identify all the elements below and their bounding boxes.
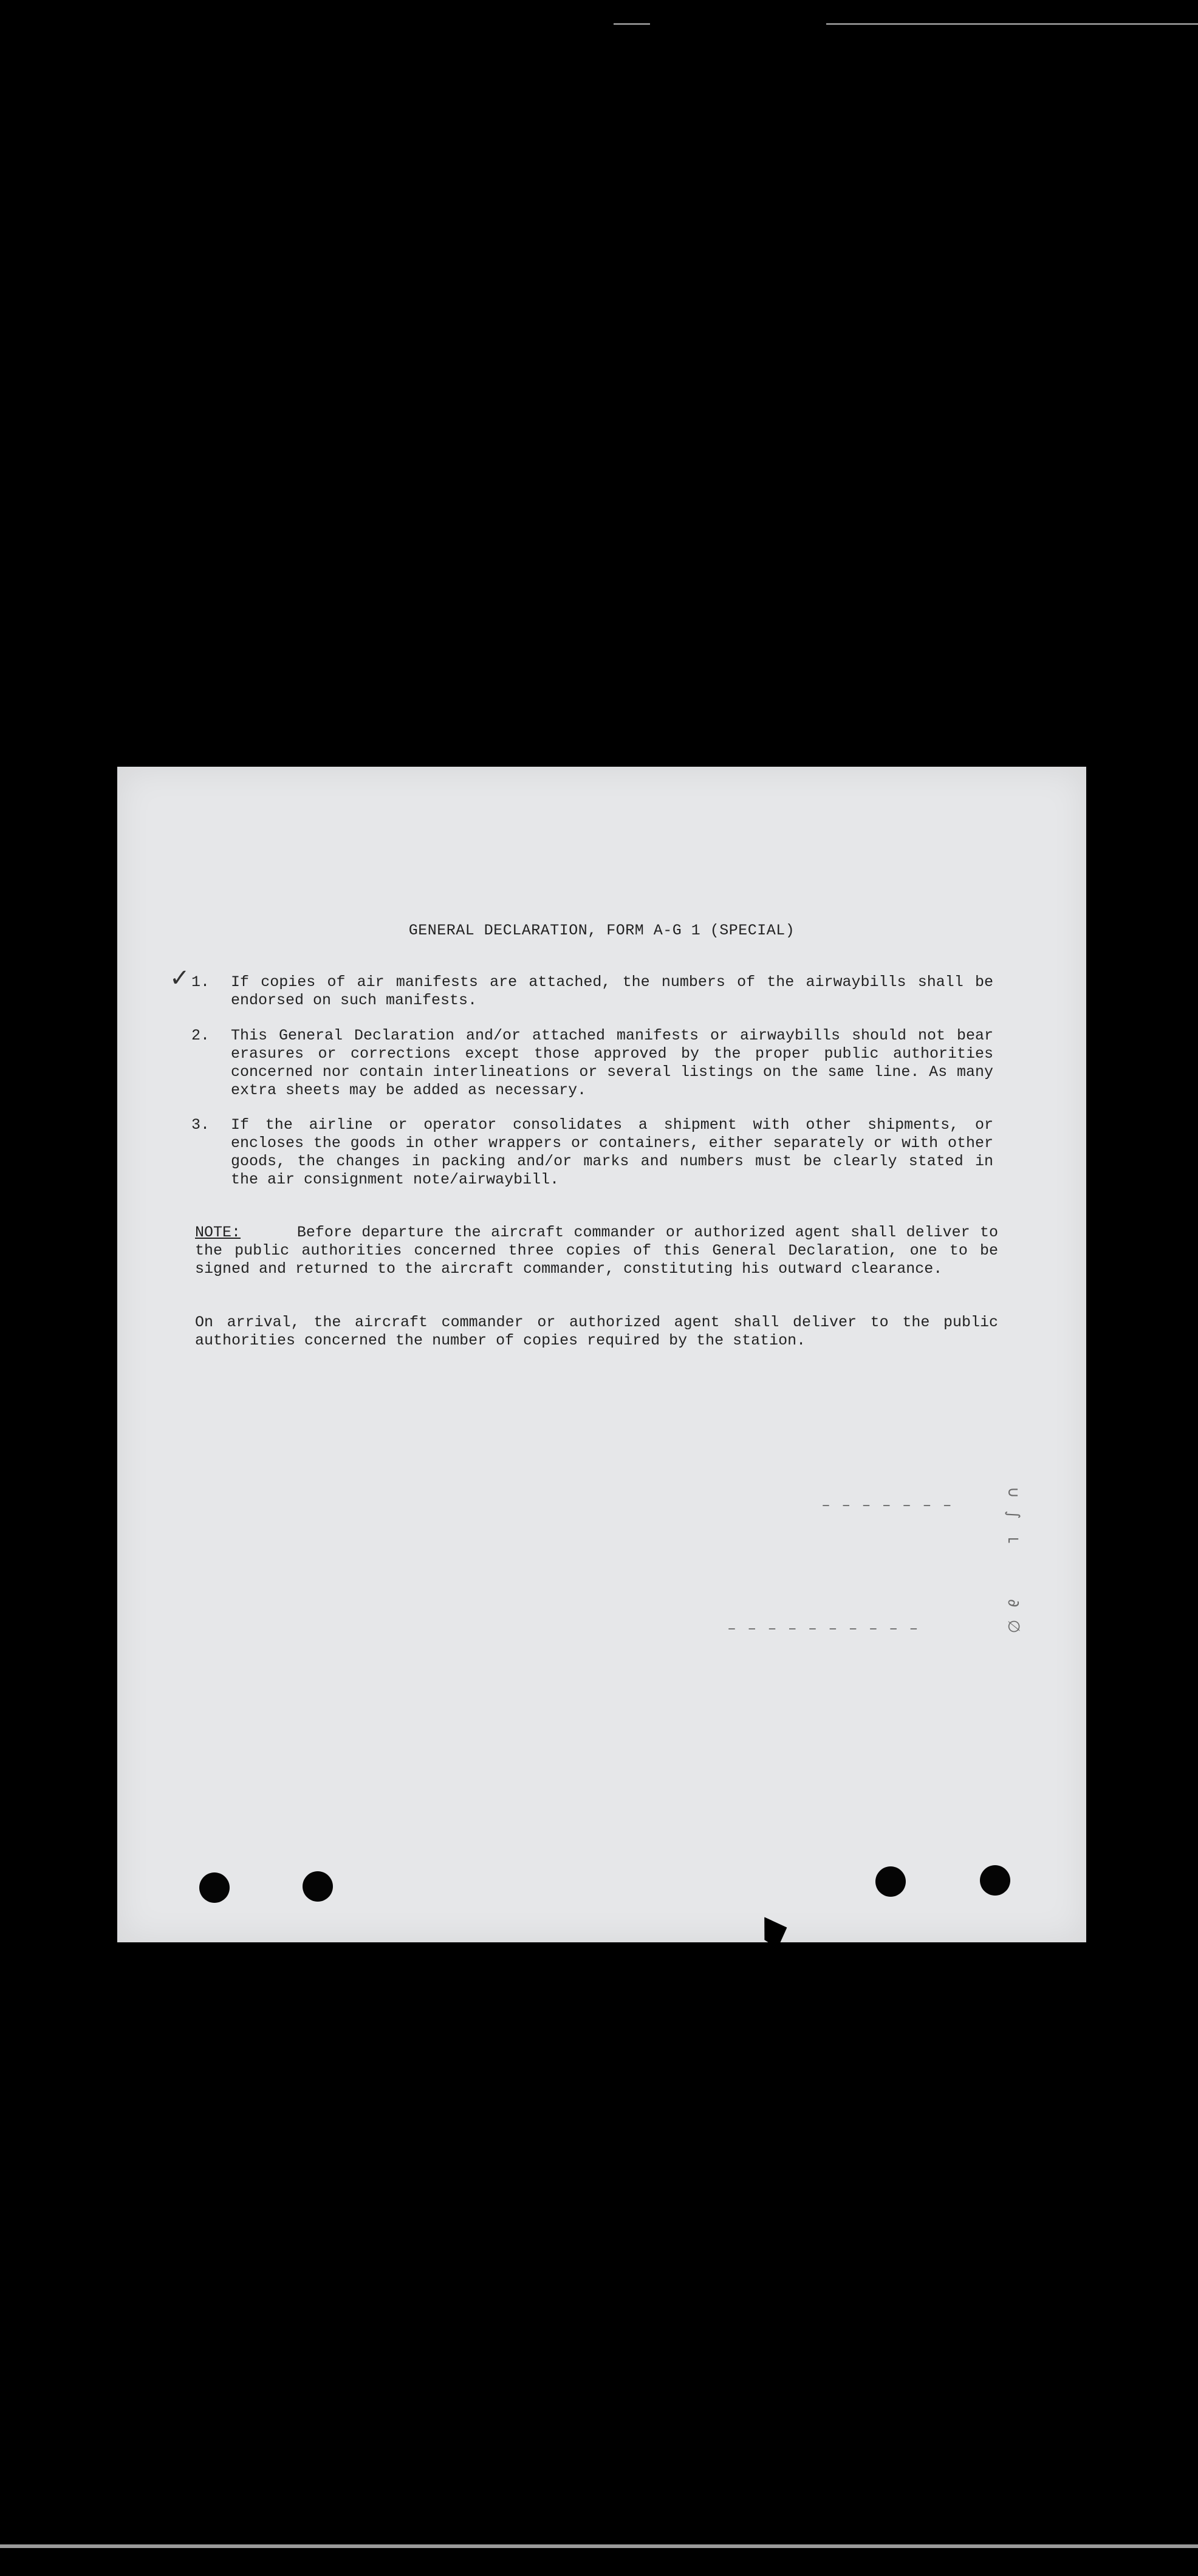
item-text: This General Declaration and/or attached manifests or airwaybills should not bear erasures or corrections except those approved by the proper public authorities concerned nor contain interlineations or several listings on the same line. As many extra sheets may be added as necessary. [231,1027,993,1099]
pencil-dash-marks: – – – – – – – – – – [728,1619,922,1637]
item-number: 2. [191,1027,210,1044]
item-text: If copies of air manifests are attached, the numbers of the airwaybills shall be endorsed on such manifests. [231,973,993,1009]
punch-hole [303,1871,333,1902]
document-title: GENERAL DECLARATION, FORM A-G 1 (SPECIAL) [408,922,795,939]
scan-edge-mark [614,23,650,25]
scan-edge-mark [826,23,1198,25]
punch-hole [980,1865,1010,1896]
arrival-paragraph: On arrival, the aircraft commander or authorized agent shall deliver to the public authorities concerned the number of copies required by the station. [195,1314,998,1349]
punch-hole [875,1866,906,1897]
note-paragraph [195,1224,998,1278]
item-number: 3. [191,1116,210,1134]
page-tear [759,1917,789,1949]
scan-edge-mark [0,2544,1198,2548]
pencil-margin-marks: ∂ ∅ [1004,1599,1022,1637]
check-mark-icon: ✓ [169,964,190,992]
note-text: Before departure the aircraft commander or authorized agent shall deliver to the public authorities concerned three copies of this General Declaration, one to be signed and returned to the aircraft commander, constituting his outward clearance. [195,1224,998,1278]
punch-hole [199,1872,230,1903]
note-label: NOTE: [195,1224,241,1241]
pencil-dash-marks: – – – – – – – [822,1496,955,1514]
pencil-margin-marks: ∪ ∫ ⌐ [1004,1487,1022,1553]
item-text: If the airline or operator consolidates a shipment with other shipments, or encloses the goods in other wrappers or containers, either separately or with other goods, the changes in packing and/or marks and numbers must be clearly stated in the air consignment note/airwaybill. [231,1116,993,1188]
document-page [117,767,1086,1942]
item-number: 1. [191,973,210,991]
